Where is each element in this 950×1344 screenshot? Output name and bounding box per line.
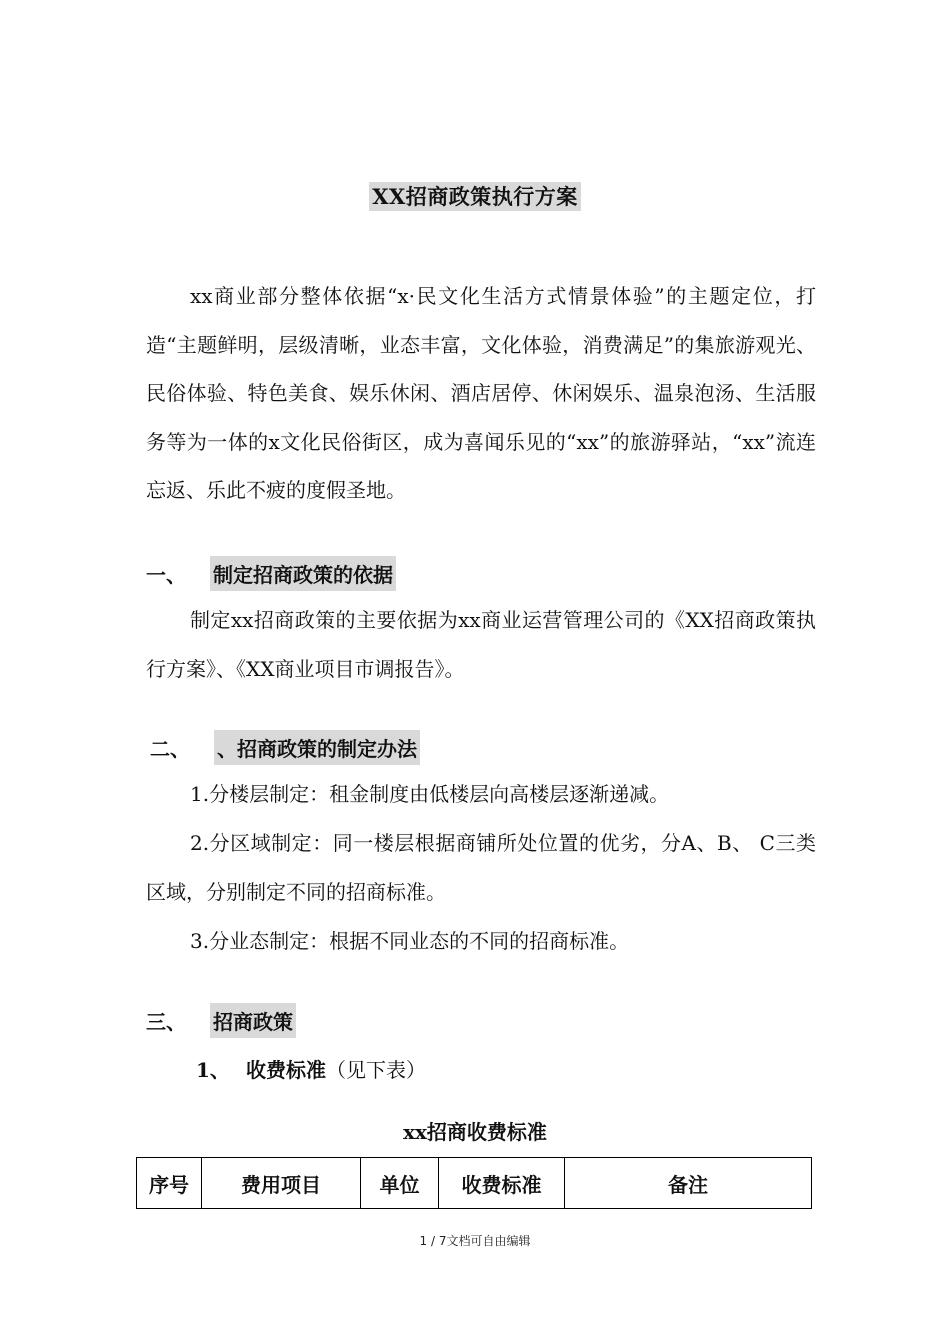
section-1-body: 制定xx招商政策的主要依据为xx商业运营管理公司的《XX招商政策执行方案》、《XX商业项目市调报告》。 <box>146 608 816 681</box>
section-3-heading <box>146 1003 296 1038</box>
section-2-item-2: 2.分区域制定：同一楼层根据商铺所处位置的优劣，分A、B、 C三类区域，分别制定不同的招商标准。 <box>146 831 816 904</box>
subsection-1-title: 收费标准 <box>246 1058 326 1082</box>
section-2-item-3: 3.分业态制定：根据不同业态的不同的招商标准。 <box>190 929 630 953</box>
fee-table-header-cell: 费用项目 <box>202 1158 361 1209</box>
page-footer: 1 / 7文档可自由编辑 <box>419 1234 531 1248</box>
section-3-number: 三、 <box>146 1010 186 1034</box>
fee-table-title: xx招商收费标准 <box>403 1120 547 1144</box>
fee-table-header-cell: 收费标准 <box>439 1158 565 1209</box>
fee-table-header-cell: 序号 <box>137 1158 202 1209</box>
subsection-1-number: 1、 <box>196 1058 230 1082</box>
section-2-item-1: 1.分楼层制定：租金制度由低楼层向高楼层逐渐递减。 <box>190 782 670 806</box>
section-2-title: 、招商政策的制定办法 <box>214 730 420 765</box>
fee-table <box>136 1157 812 1209</box>
intro-paragraph: xx商业部分整体依据“x·民文化生活方式情景体验”的主题定位，打造“主题鲜明，层级清晰，业态丰富，文化体验，消费满足”的集旅游观光、民俗体验、特色美食、娱乐休闲、酒店居停、休闲娱乐、温泉泡汤、生活服务等为一体的x文化民俗街区，成为喜闻乐见的“xx”的旅游驿站，“xx”流连忘返、乐此不疲的度假圣地。 <box>146 284 816 502</box>
section-3-title: 招商政策 <box>210 1003 296 1038</box>
section-2-heading <box>150 730 420 765</box>
section-2-number: 二、 <box>150 737 190 761</box>
document-title <box>0 181 950 211</box>
section-1-heading <box>146 556 396 591</box>
subsection-1-heading <box>196 1054 426 1083</box>
fee-table-header-cell: 备注 <box>565 1158 812 1209</box>
section-1-number: 一、 <box>146 563 186 587</box>
section-1-title: 制定招商政策的依据 <box>210 556 396 591</box>
subsection-1-note: （见下表） <box>326 1058 426 1082</box>
fee-table-header-cell: 单位 <box>361 1158 439 1209</box>
fee-table-header-row <box>137 1158 812 1209</box>
document-title-text: XX招商政策执行方案 <box>369 182 581 211</box>
